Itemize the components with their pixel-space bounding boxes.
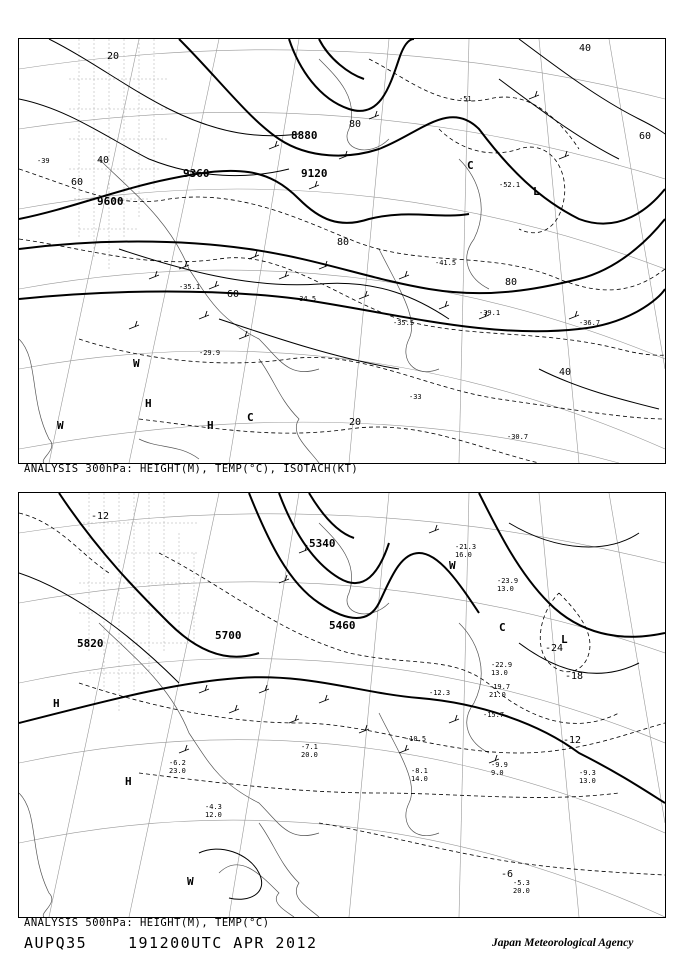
temp-label: -39.1 bbox=[479, 309, 501, 317]
temp-label: -34.5 bbox=[295, 295, 317, 303]
caption-300hpa: ANALYSIS 300hPa: HEIGHT(M), TEMP(°C), ISOTACH(KT) bbox=[24, 463, 359, 475]
station-value: -12.3 bbox=[429, 689, 451, 697]
isotherm-label: -18 bbox=[565, 671, 584, 682]
temp-label: -51 bbox=[459, 95, 472, 103]
hatched-region bbox=[79, 493, 199, 713]
temp-label: -35.5 bbox=[393, 319, 415, 327]
station-value: -15.7 bbox=[483, 711, 505, 719]
station-value: -4.3 bbox=[205, 803, 222, 811]
warm-symbol: W bbox=[449, 559, 456, 572]
isotach-label: 20 bbox=[349, 417, 362, 428]
height-label: 5700 bbox=[215, 629, 242, 642]
caption-500hpa: ANALYSIS 500hPa: HEIGHT(M), TEMP(°C) bbox=[24, 917, 270, 929]
temp-label: -30.7 bbox=[507, 433, 529, 441]
station-value: 13.0 bbox=[497, 585, 514, 593]
temp-label: -29.9 bbox=[199, 349, 221, 357]
warm-symbol: W bbox=[57, 419, 64, 432]
isotach-label: 40 bbox=[579, 43, 592, 54]
chart-300hpa-canvas bbox=[19, 39, 665, 463]
height-label: 5340 bbox=[309, 537, 336, 550]
chart-300hpa bbox=[18, 38, 666, 464]
station-value: -9.9 bbox=[491, 761, 508, 769]
valid-time: 191200UTC APR 2012 bbox=[128, 934, 318, 952]
cold-symbol: C bbox=[467, 159, 474, 172]
low-symbol: L bbox=[533, 185, 540, 198]
station-value: -22.9 bbox=[491, 661, 513, 669]
isotherm-label: -12 bbox=[91, 511, 110, 522]
isotach-label: 60 bbox=[71, 177, 84, 188]
station-value: 23.0 bbox=[169, 767, 186, 775]
isotach-label: 80 bbox=[505, 277, 518, 288]
high-symbol: H bbox=[207, 419, 214, 432]
isotach-label: 60 bbox=[227, 289, 240, 300]
isotherms bbox=[19, 59, 665, 463]
isotach-label: 80 bbox=[337, 237, 350, 248]
temp-label: -35.1 bbox=[179, 283, 201, 291]
isotherm-label: -12 bbox=[563, 735, 582, 746]
chart-500hpa bbox=[18, 492, 666, 918]
station-value: -9.3 bbox=[579, 769, 596, 777]
station-value: 14.0 bbox=[411, 775, 428, 783]
station-value: -19.7 bbox=[489, 683, 511, 691]
height-label: 9360 bbox=[183, 167, 210, 180]
height-contours bbox=[19, 493, 665, 803]
height-label: 5460 bbox=[329, 619, 356, 632]
agency-name: Japan Meteorological Agency bbox=[492, 937, 634, 949]
isotherm-label: -6 bbox=[501, 869, 514, 880]
station-value: 12.0 bbox=[205, 811, 222, 819]
station-value: 13.0 bbox=[491, 669, 508, 677]
temp-label: -41.5 bbox=[435, 259, 457, 267]
station-value: 21.0 bbox=[489, 691, 506, 699]
height-label: 9600 bbox=[97, 195, 124, 208]
cold-symbol: C bbox=[247, 411, 254, 424]
cold-symbol: C bbox=[499, 621, 506, 634]
high-symbol: H bbox=[125, 775, 132, 788]
graticule bbox=[19, 39, 665, 463]
height-label: 9120 bbox=[301, 167, 328, 180]
station-value: -10.5 bbox=[405, 735, 427, 743]
station-value: -23.9 bbox=[497, 577, 519, 585]
temp-label: -33 bbox=[409, 393, 422, 401]
warm-symbol: W bbox=[133, 357, 140, 370]
graticule bbox=[19, 493, 665, 917]
hatched-region bbox=[69, 39, 169, 269]
station-value: 20.0 bbox=[513, 887, 530, 895]
isotach-label: 40 bbox=[97, 155, 110, 166]
chart-500hpa-canvas bbox=[19, 493, 665, 917]
isotherm-label: -24 bbox=[545, 643, 564, 654]
isotach-label: 80 bbox=[349, 119, 362, 130]
station-value: 20.0 bbox=[301, 751, 318, 759]
high-symbol: H bbox=[145, 397, 152, 410]
station-value: -5.3 bbox=[513, 879, 530, 887]
product-code: AUPQ35 bbox=[24, 934, 88, 952]
station-value: 13.0 bbox=[579, 777, 596, 785]
height-contours bbox=[19, 39, 665, 331]
warm-symbol: W bbox=[187, 875, 194, 888]
isotachs bbox=[19, 39, 665, 409]
temp-label: -39 bbox=[37, 157, 50, 165]
low-symbol: L bbox=[561, 633, 568, 646]
station-value: 16.0 bbox=[455, 551, 472, 559]
isotach-label: 20 bbox=[107, 51, 120, 62]
height-label: 5820 bbox=[77, 637, 104, 650]
temp-label: -52.1 bbox=[499, 181, 521, 189]
temp-label: -36.7 bbox=[579, 319, 601, 327]
height-label: 8880 bbox=[291, 129, 318, 142]
isotach-label: 40 bbox=[559, 367, 572, 378]
thin-contours bbox=[19, 523, 639, 899]
station-value: -8.1 bbox=[411, 767, 428, 775]
station-value: -7.1 bbox=[301, 743, 318, 751]
isotach-label: 60 bbox=[639, 131, 652, 142]
high-symbol: H bbox=[53, 697, 60, 710]
station-value: -6.2 bbox=[169, 759, 186, 767]
station-value: 9.0 bbox=[491, 769, 504, 777]
station-value: -21.3 bbox=[455, 543, 477, 551]
